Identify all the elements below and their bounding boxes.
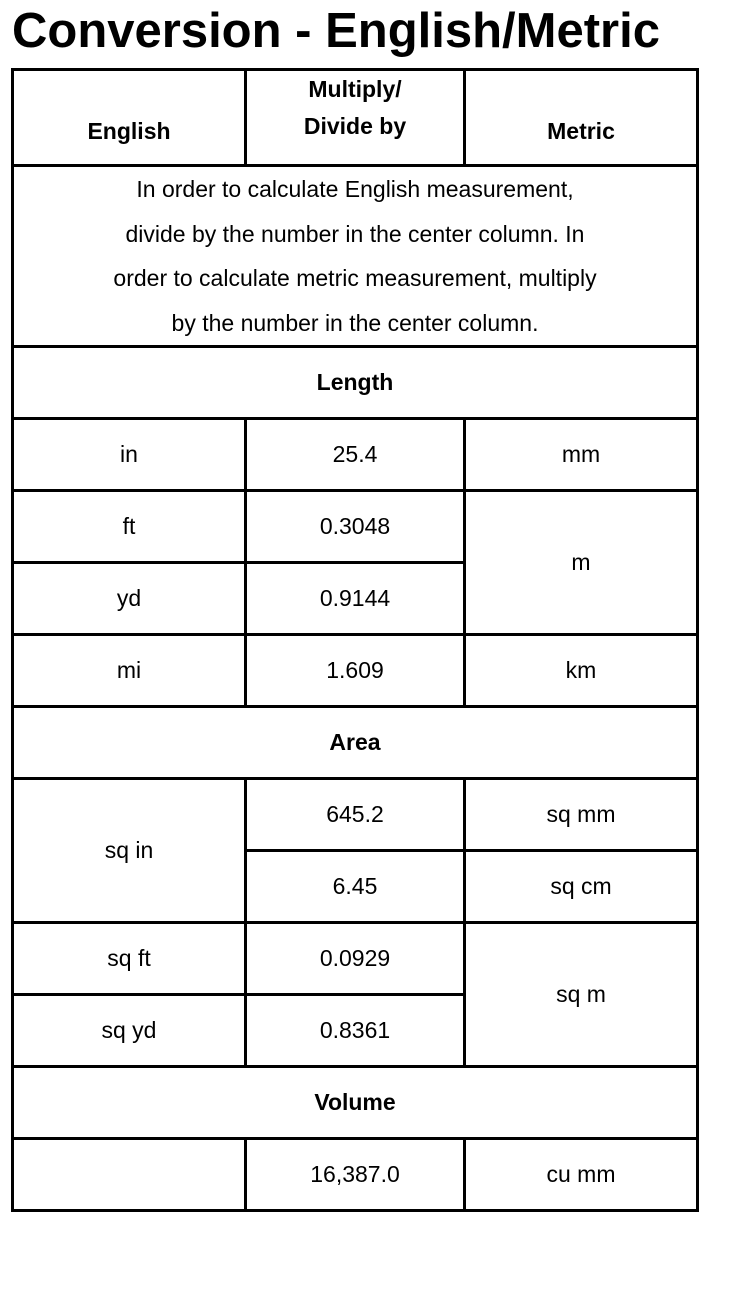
instructions-line: order to calculate metric measurement, multiply bbox=[113, 265, 597, 291]
instructions-row bbox=[13, 166, 698, 347]
english-unit: yd bbox=[13, 563, 246, 635]
english-unit: sq ft bbox=[13, 923, 246, 995]
instructions-text bbox=[13, 166, 698, 347]
section-row-volume bbox=[13, 1067, 698, 1139]
section-row-length bbox=[13, 347, 698, 419]
instructions-line: In order to calculate English measurement, bbox=[136, 176, 574, 202]
header-factor-line1: Multiply/ bbox=[308, 76, 402, 102]
factor-value: 0.3048 bbox=[246, 491, 465, 563]
factor-value: 16,387.0 bbox=[246, 1139, 465, 1211]
metric-unit: sq m bbox=[465, 923, 698, 1067]
metric-unit: km bbox=[465, 635, 698, 707]
factor-value: 25.4 bbox=[246, 419, 465, 491]
factor-value: 6.45 bbox=[246, 851, 465, 923]
metric-unit: sq mm bbox=[465, 779, 698, 851]
factor-value: 0.8361 bbox=[246, 995, 465, 1067]
section-row-area bbox=[13, 707, 698, 779]
factor-value: 0.0929 bbox=[246, 923, 465, 995]
table-row bbox=[13, 1139, 698, 1211]
english-unit: ft bbox=[13, 491, 246, 563]
table-row bbox=[13, 923, 698, 995]
metric-unit: mm bbox=[465, 419, 698, 491]
table-row bbox=[13, 779, 698, 851]
page-title: Conversion - English/Metric bbox=[12, 4, 660, 58]
table-row bbox=[13, 635, 698, 707]
header-english: English bbox=[13, 70, 246, 166]
header-factor bbox=[246, 70, 465, 166]
section-heading-area: Area bbox=[13, 707, 698, 779]
metric-unit: sq cm bbox=[465, 851, 698, 923]
metric-unit: m bbox=[465, 491, 698, 635]
factor-value: 645.2 bbox=[246, 779, 465, 851]
section-heading-length: Length bbox=[13, 347, 698, 419]
english-unit bbox=[13, 1139, 246, 1211]
header-metric: Metric bbox=[465, 70, 698, 166]
section-heading-volume: Volume bbox=[13, 1067, 698, 1139]
english-unit: sq yd bbox=[13, 995, 246, 1067]
english-unit: mi bbox=[13, 635, 246, 707]
factor-value: 0.9144 bbox=[246, 563, 465, 635]
instructions-line: divide by the number in the center column. In bbox=[125, 220, 585, 247]
english-unit: sq in bbox=[13, 779, 246, 923]
table-row bbox=[13, 419, 698, 491]
table-row bbox=[13, 491, 698, 563]
metric-unit: cu mm bbox=[465, 1139, 698, 1211]
english-unit: in bbox=[13, 419, 246, 491]
instructions-line: by the number in the center column. bbox=[171, 309, 539, 336]
conversion-table bbox=[11, 68, 699, 1212]
header-factor-line2: Divide by bbox=[303, 113, 407, 139]
factor-value: 1.609 bbox=[246, 635, 465, 707]
header-row bbox=[13, 70, 698, 166]
